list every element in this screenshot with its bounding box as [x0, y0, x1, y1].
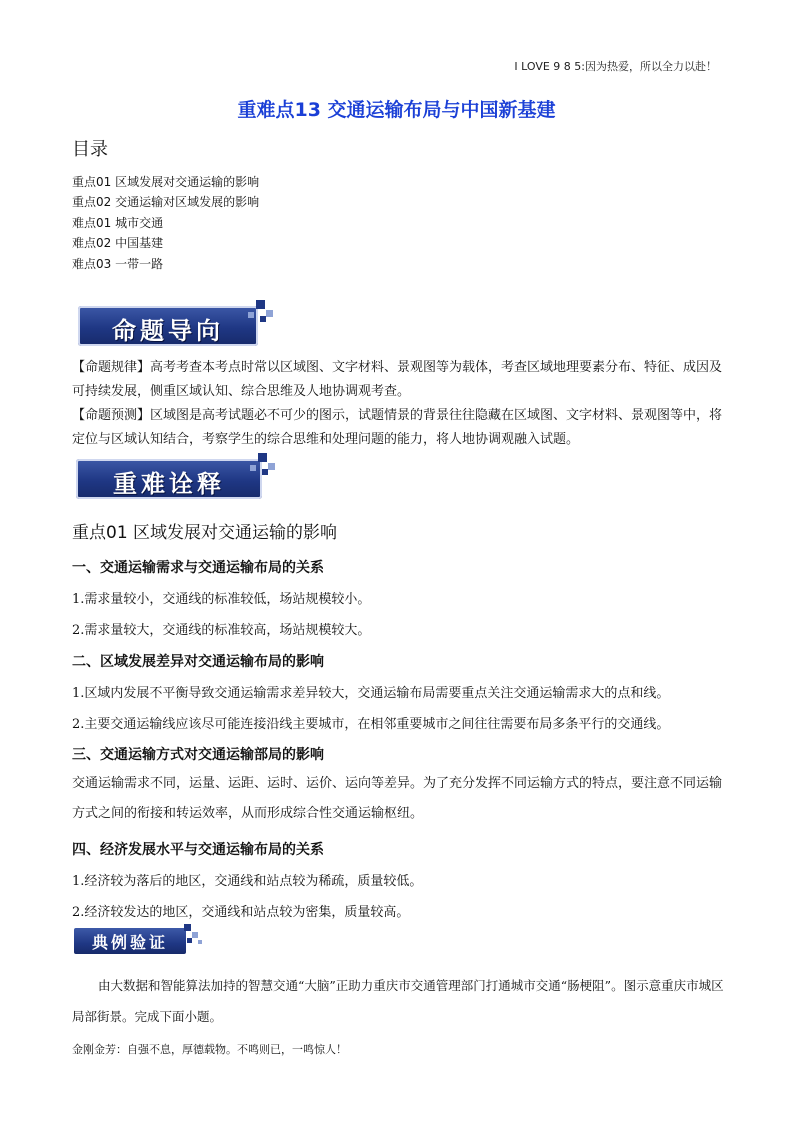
example-question: 由大数据和智能算法加持的智慧交通“大脑”正助力重庆市交通管理部门打通城市交通“肠梗阻”。图示意重庆市城区局部街景。完成下面小题。 — [72, 978, 724, 1024]
example-banner-label: 典例验证 — [91, 933, 168, 952]
list-item: 1.区域内发展不平衡导致交通运输需求差异较大，交通运输布局需要重点关注交通运输需求大的点和线。 — [72, 686, 670, 701]
toc-item[interactable]: 难点01 城市交通 — [72, 215, 164, 230]
list-item: 2.主要交通运输线应该尽可能连接沿线主要城市，在相邻重要城市之间往往需要布局多条平行的交通线。 — [72, 717, 670, 732]
toc-item[interactable]: 重点01 区域发展对交通运输的影响 — [72, 175, 260, 189]
example-banner — [74, 928, 186, 954]
subsection-title: 一、交通运输需求与交通运输布局的关系 — [72, 560, 324, 576]
list-item: 2.需求量较大，交通线的标准较高，场站规模较大。 — [72, 623, 371, 638]
list-item: 2.经济较发达的地区，交通线和站点较为密集，质量较高。 — [72, 905, 410, 920]
paragraph: 交通运输需求不同，运量、运距、运时、运价、运向等差异。为了充分发挥不同运输方式的特点，要注意不同运输方式之间的衔接和转运效率，从而形成综合性交通运输枢纽。 — [72, 776, 723, 821]
subsection-title: 三、交通运输方式对交通运输部局的影响 — [72, 747, 324, 763]
toc-item[interactable]: 难点03 一带一路 — [72, 256, 164, 271]
toc-heading: 目录 — [72, 139, 108, 160]
document-title: 重难点13 交通运输布局与中国新基建 — [237, 99, 556, 121]
subsection-title: 二、区域发展差异对交通运输布局的影响 — [72, 654, 324, 670]
toc-item[interactable]: 难点02 中国基建 — [72, 236, 164, 251]
section-title: 重点01 区域发展对交通运输的影响 — [72, 523, 338, 543]
toc-item[interactable]: 重点02 交通运输对区域发展的影响 — [72, 195, 260, 210]
header-slogan: I LOVE 9 8 5:因为热爱，所以全力以赴！ — [514, 60, 717, 73]
explain-banner — [76, 459, 262, 499]
direction-predict: 【命题预测】区域图是高考试题必不可少的图示，试题情景的背景往往隐藏在区域图、文字材料、景观图等中，将定位与区域认知结合，考察学生的综合思维和处理问题的能力，将人地协调观融入试题。 — [72, 408, 723, 447]
direction-banner — [78, 306, 258, 346]
list-item: 1.经济较为落后的地区，交通线和站点较为稀疏，质量较低。 — [72, 874, 423, 889]
list-item: 1.需求量较小，交通线的标准较低，场站规模较小。 — [72, 592, 371, 607]
explain-banner-label: 重难诠释 — [113, 470, 225, 498]
direction-banner-label: 命题导向 — [112, 317, 224, 345]
subsection-title: 四、经济发展水平与交通运输布局的关系 — [72, 842, 324, 858]
toc-list — [72, 172, 259, 274]
footer-slogan: 金刚金芳：自强不息，厚德载物。不鸣则已，一鸣惊人！ — [72, 1043, 347, 1056]
direction-rule: 【命题规律】高考考查本考点时常以区域图、文字材料、景观图等为载体，考查区域地理要素分布、特征、成因及可持续发展，侧重区域认知、综合思维及人地协调观考查。 — [72, 360, 723, 399]
